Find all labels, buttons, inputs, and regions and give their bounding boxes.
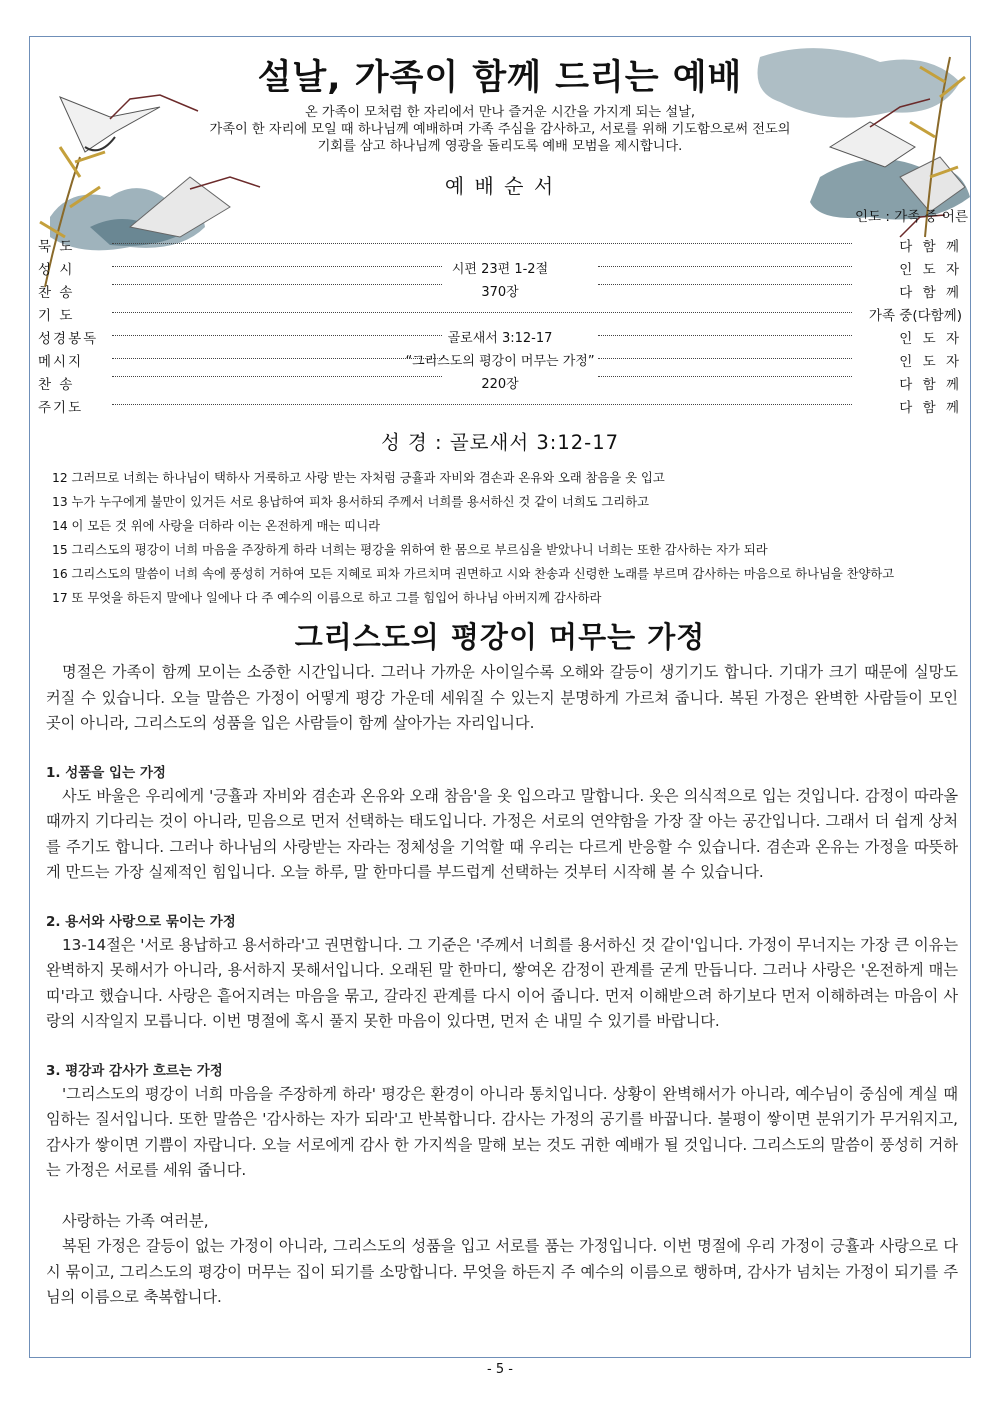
order-label: 기 도 bbox=[38, 308, 75, 324]
order-detail: “그리스도의 평강이 머무는 가정” bbox=[405, 354, 595, 369]
intro-text bbox=[170, 104, 830, 155]
section-heading: 3. 평강과 감사가 흐르는 가정 bbox=[46, 1062, 223, 1079]
order-participant: 다 함 께 bbox=[899, 400, 962, 416]
leader-note: 인도 : 가족 중 어른 bbox=[854, 209, 968, 225]
worship-order-heading: 예 배 순 서 bbox=[444, 174, 556, 198]
scripture-verses bbox=[52, 466, 962, 610]
order-participant: 인 도 자 bbox=[899, 262, 962, 278]
verse: 15 그리스도의 평강이 너희 마음을 주장하게 하라 너희는 평강을 위하여 한 몸으로 부르심을 받았나니 너희는 또한 감사하는 자가 되라 bbox=[52, 543, 768, 557]
order-label: 성 시 bbox=[38, 262, 75, 278]
order-detail: 220장 bbox=[481, 377, 519, 392]
closing-greeting: 사랑하는 가족 여러분, bbox=[62, 1211, 209, 1230]
order-row bbox=[38, 325, 962, 348]
order-participant: 다 함 께 bbox=[899, 285, 962, 301]
order-label: 주기도 bbox=[38, 400, 84, 416]
section-paragraph: '그리스도의 평강이 너희 마음을 주장하게 하라' 평강은 환경이 아니라 통치입니다. 상황이 완벽해서가 아니라, 예수님이 중심에 계실 때 임하는 질서입니다. 또한 말씀은 '감사하는 자가 되라'고 반복합니다. 감사는 가정의 공기를 바꿉니다. 불평이 쌓이면 분위기가 무거워지고, 감사가 쌓이면 기쁨이 자랍니다. 오늘 서로에게 감사 한 가지씩을 말해 보는 것도 귀한 예배가 될 것입니다. 그리스도의 말씀이 풍성히 거하는 가정은 서로를 세워 줍니다. bbox=[46, 1084, 958, 1179]
order-detail: 시편 23편 1-2절 bbox=[451, 262, 549, 277]
verse: 14 이 모든 것 위에 사랑을 더하라 이는 온전하게 매는 띠니라 bbox=[52, 519, 380, 533]
order-row bbox=[38, 302, 962, 325]
section-heading: 1. 성품을 입는 가정 bbox=[46, 764, 166, 781]
intro-line: 기회를 삼고 하나님께 영광을 돌리도록 예배 모범을 제시합니다. bbox=[317, 139, 683, 154]
order-participant: 다 함 께 bbox=[899, 377, 962, 393]
dotted-leader bbox=[598, 358, 852, 359]
order-row bbox=[38, 279, 962, 302]
order-participant: 다 함 께 bbox=[899, 239, 962, 255]
sermon-body bbox=[46, 660, 958, 1311]
verse: 13 누가 누구에게 불만이 있거든 서로 용납하여 피차 용서하되 주께서 너희를 용서하신 것 같이 너희도 그리하고 bbox=[52, 495, 649, 509]
order-label: 성경봉독 bbox=[38, 331, 99, 347]
dotted-leader bbox=[112, 243, 852, 244]
section-paragraph: 13-14절은 '서로 용납하고 용서하라'고 권면합니다. 그 기준은 '주께서 너희를 용서하신 것 같이'입니다. 가정이 무너지는 가장 큰 이유는 완벽하지 못해서가 아니라, 용서하지 못해서입니다. 오래된 말 한마디, 쌓여온 감정이 관계를 굳게 만듭니다. 그러나 사랑은 '온전하게 매는 띠'라고 했습니다. 사랑은 흩어지려는 마음을 묶고, 갈라진 관계를 다시 이어 줍니다. 먼저 이해받으려 하기보다 먼저 이해하려는 마음이 사랑의 시작일지 모릅니다. 이번 명절에 혹시 풀지 못한 마음이 있다면, 먼저 손 내밀 수 있기를 바랍니다. bbox=[46, 935, 958, 1030]
order-row bbox=[38, 348, 962, 371]
order-label: 찬 송 bbox=[38, 285, 75, 301]
order-label: 메시지 bbox=[38, 354, 84, 370]
verse: 16 그리스도의 말씀이 너희 속에 풍성히 거하여 모든 지혜로 피차 가르치며 권면하고 시와 찬송과 신령한 노래를 부르며 감사하는 마음으로 하나님을 찬양하고 bbox=[52, 567, 895, 581]
section-paragraph: 사도 바울은 우리에게 '긍휼과 자비와 겸손과 온유와 오래 참음'을 옷 입으라고 말합니다. 옷은 의식적으로 입는 것입니다. 감정이 따라올 때까지 기다리는 것이 아니라, 믿음으로 먼저 선택하는 태도입니다. 가정은 서로의 연약함을 가장 잘 아는 공간입니다. 그래서 더 쉽게 상처를 주기도 합니다. 그러나 하나님의 사랑받는 자라는 정체성을 기억할 때 우리는 다르게 반응할 수 있습니다. 겸손과 온유는 가정을 따뜻하게 만드는 가장 실제적인 힘입니다. 오늘 하루, 말 한마디를 부드럽게 선택하는 것부터 시작해 볼 수 있습니다. bbox=[46, 786, 958, 881]
order-detail: 370장 bbox=[481, 285, 519, 300]
intro-line: 가족이 한 자리에 모일 때 하나님께 예배하며 가족 주심을 감사하고, 서로를 위해 기도함으로써 전도의 bbox=[209, 122, 791, 137]
dotted-leader bbox=[598, 376, 852, 377]
order-detail: 골로새서 3:12-17 bbox=[447, 331, 553, 346]
order-row bbox=[38, 394, 962, 417]
sermon-title: 그리스도의 평강이 머무는 가정 bbox=[294, 620, 706, 654]
order-row bbox=[38, 371, 962, 394]
order-participant: 인 도 자 bbox=[899, 331, 962, 347]
verse: 12 그러므로 너희는 하나님이 택하사 거룩하고 사랑 받는 자처럼 긍휼과 자비와 겸손과 온유와 오래 참음을 옷 입고 bbox=[52, 471, 665, 485]
order-label: 묵 도 bbox=[38, 239, 75, 255]
dotted-leader bbox=[598, 284, 852, 285]
order-row bbox=[38, 233, 962, 256]
order-participant: 가족 중(다함께) bbox=[868, 308, 962, 324]
section-heading: 2. 용서와 사랑으로 묶이는 가정 bbox=[46, 913, 236, 930]
verse: 17 또 무엇을 하든지 말에나 일에나 다 주 예수의 이름으로 하고 그를 힘입어 하나님 아버지께 감사하라 bbox=[52, 591, 602, 605]
dotted-leader bbox=[598, 335, 852, 336]
order-row bbox=[38, 256, 962, 279]
dotted-leader bbox=[112, 312, 852, 313]
page-number: - 5 - bbox=[487, 1362, 513, 1377]
dotted-leader bbox=[112, 404, 852, 405]
order-label: 찬 송 bbox=[38, 377, 75, 393]
intro-line: 온 가족이 모처럼 한 자리에서 만나 즐거운 시간을 가지게 되는 설날, bbox=[304, 105, 696, 120]
closing-paragraph: 복된 가정은 갈등이 없는 가정이 아니라, 그리스도의 성품을 입고 서로를 품는 가정입니다. 이번 명절에 우리 가정이 긍휼과 사랑으로 다시 묶이고, 그리스도의 평강이 머무는 집이 되기를 소망합니다. 무엇을 하든지 주 예수의 이름으로 행하며, 감사가 넘치는 가정이 되기를 주님의 이름으로 축복합니다. bbox=[46, 1237, 958, 1306]
order-participant: 인 도 자 bbox=[899, 354, 962, 370]
page-title: 설날, 가족이 함께 드리는 예배 bbox=[257, 58, 743, 98]
scripture-heading: 성 경 : 골로새서 3:12-17 bbox=[380, 431, 620, 454]
opening-paragraph: 명절은 가족이 함께 모이는 소중한 시간입니다. 그러나 가까운 사이일수록 오해와 갈등이 생기기도 합니다. 기대가 크기 때문에 실망도 커질 수 있습니다. 오늘 말씀은 가정이 어떻게 평강 가운데 세워질 수 있는지 분명하게 가르쳐 줍니다. 복된 가정은 완벽한 사람들이 모인 곳이 아니라, 그리스도의 성품을 입은 사람들이 함께 살아가는 자리입니다. bbox=[46, 663, 958, 732]
dotted-leader bbox=[598, 266, 852, 267]
